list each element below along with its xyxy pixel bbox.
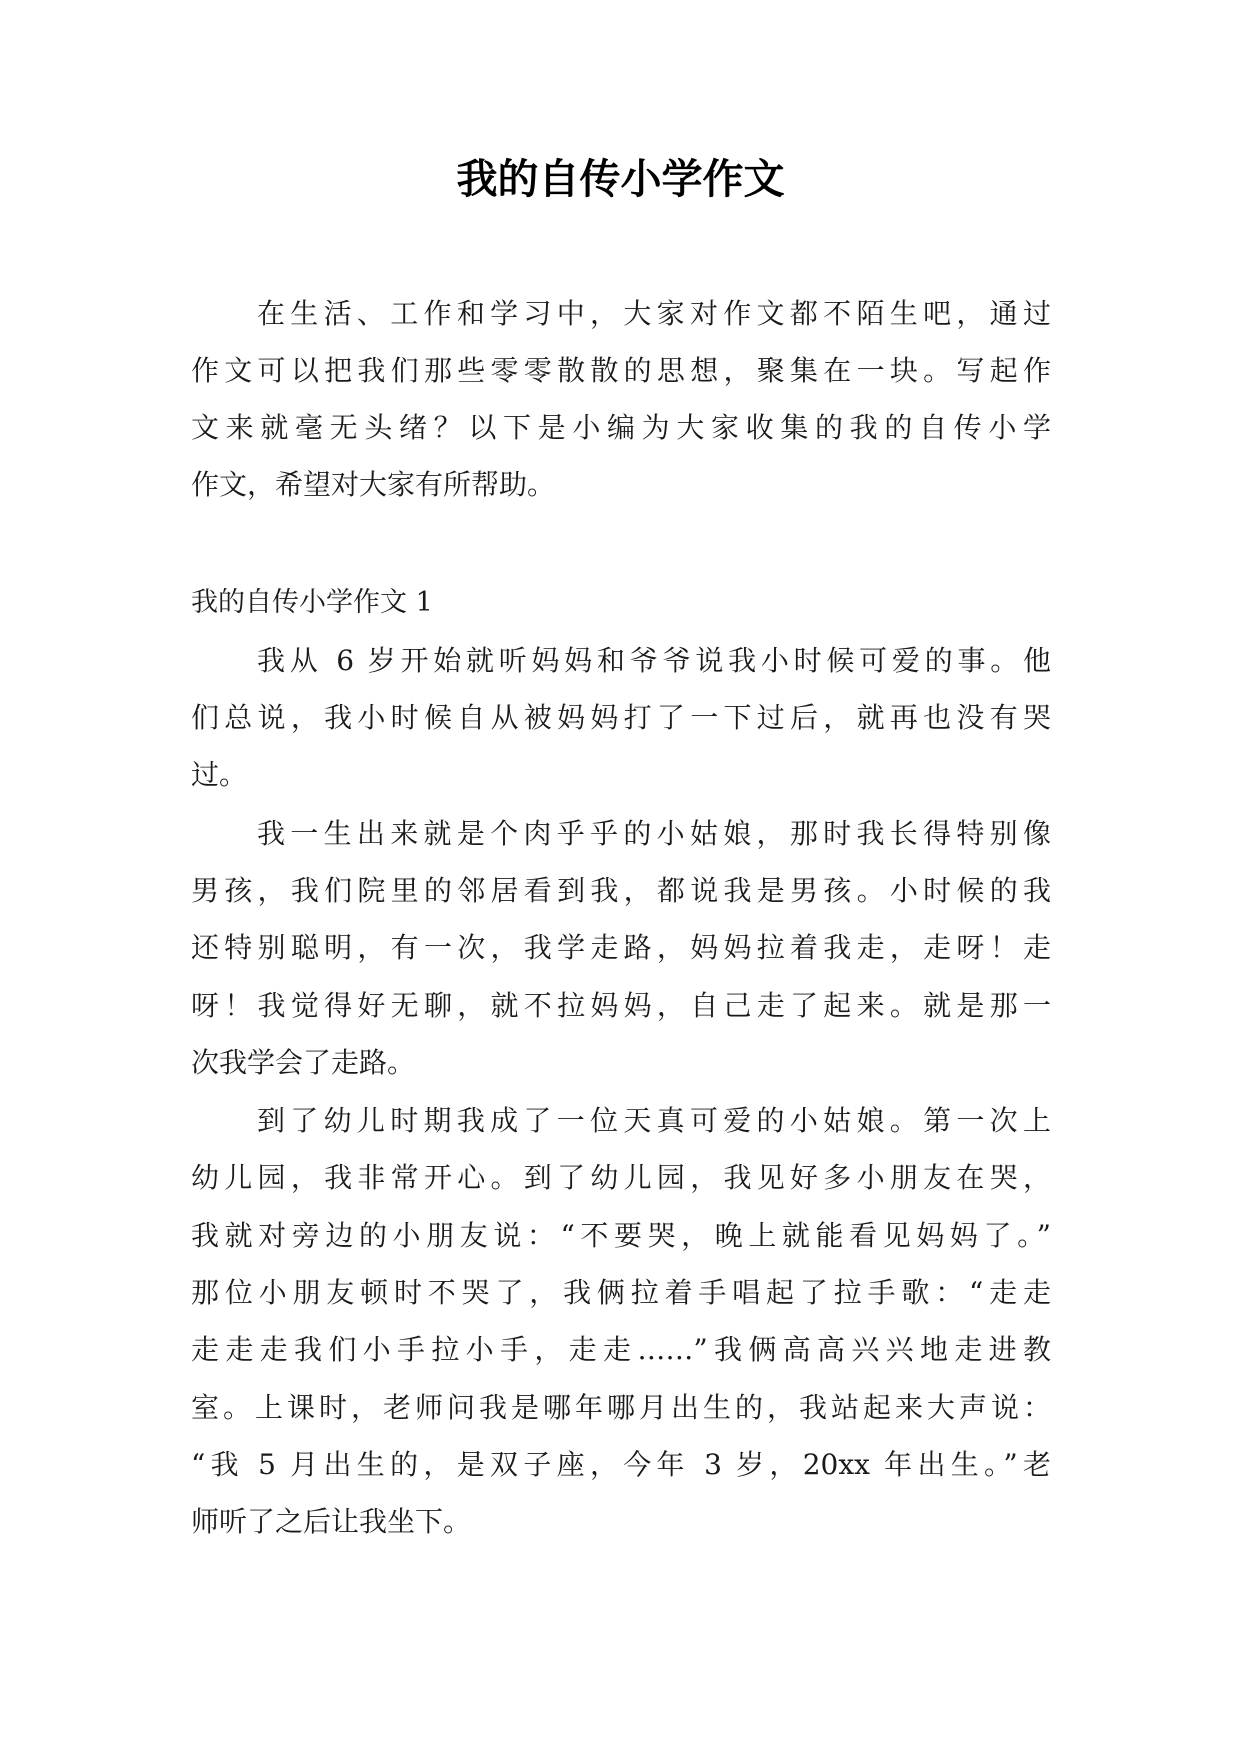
paragraph1-line-3: 过。	[191, 758, 248, 791]
intro-line-1: 在生活、工作和学习中，大家对作文都不陌生吧，通过	[257, 297, 1051, 330]
paragraph1-line-1: 我从 6 岁开始就听妈妈和爷爷说我小时候可爱的事。他	[257, 644, 1051, 677]
paragraph2-line-4: 呀！我觉得好无聊，就不拉妈妈，自己走了起来。就是那一	[191, 989, 1051, 1022]
document-title: 我的自传小学作文	[456, 155, 785, 203]
paragraph3-line-6: 室。上课时，老师问我是哪年哪月出生的，我站起来大声说：	[191, 1391, 1051, 1424]
paragraph3-line-2: 幼儿园，我非常开心。到了幼儿园，我见好多小朋友在哭，	[191, 1161, 1051, 1194]
intro-line-4: 作文，希望对大家有所帮助。	[191, 468, 556, 501]
section-heading: 我的自传小学作文 1	[191, 587, 433, 618]
paragraph2-line-5: 次我学会了走路。	[191, 1046, 416, 1079]
paragraph2-line-2: 男孩，我们院里的邻居看到我，都说我是男孩。小时候的我	[191, 874, 1051, 907]
paragraph3-line-5: 走走走我们小手拉小手，走走……”我俩高高兴兴地走进教	[191, 1333, 1051, 1366]
paragraph3-line-7: “我 5 月出生的，是双子座，今年 3 岁，20xx 年出生。”老	[191, 1448, 1051, 1481]
paragraph3-line-1: 到了幼儿时期我成了一位天真可爱的小姑娘。第一次上	[257, 1104, 1051, 1137]
paragraph3-line-3: 我就对旁边的小朋友说：“不要哭，晚上就能看见妈妈了。”	[191, 1219, 1051, 1252]
intro-line-2: 作文可以把我们那些零零散散的思想，聚集在一块。写起作	[191, 354, 1051, 387]
paragraph2-line-1: 我一生出来就是个肉乎乎的小姑娘，那时我长得特别像	[257, 817, 1051, 850]
paragraph3-line-4: 那位小朋友顿时不哭了，我俩拉着手唱起了拉手歌：“走走	[191, 1276, 1051, 1309]
paragraph2-line-3: 还特别聪明，有一次，我学走路，妈妈拉着我走，走呀！走	[191, 931, 1051, 964]
intro-line-3: 文来就毫无头绪？以下是小编为大家收集的我的自传小学	[191, 411, 1051, 444]
paragraph1-line-2: 们总说，我小时候自从被妈妈打了一下过后，就再也没有哭	[191, 701, 1051, 734]
paragraph3-line-8: 师听了之后让我坐下。	[191, 1505, 472, 1538]
